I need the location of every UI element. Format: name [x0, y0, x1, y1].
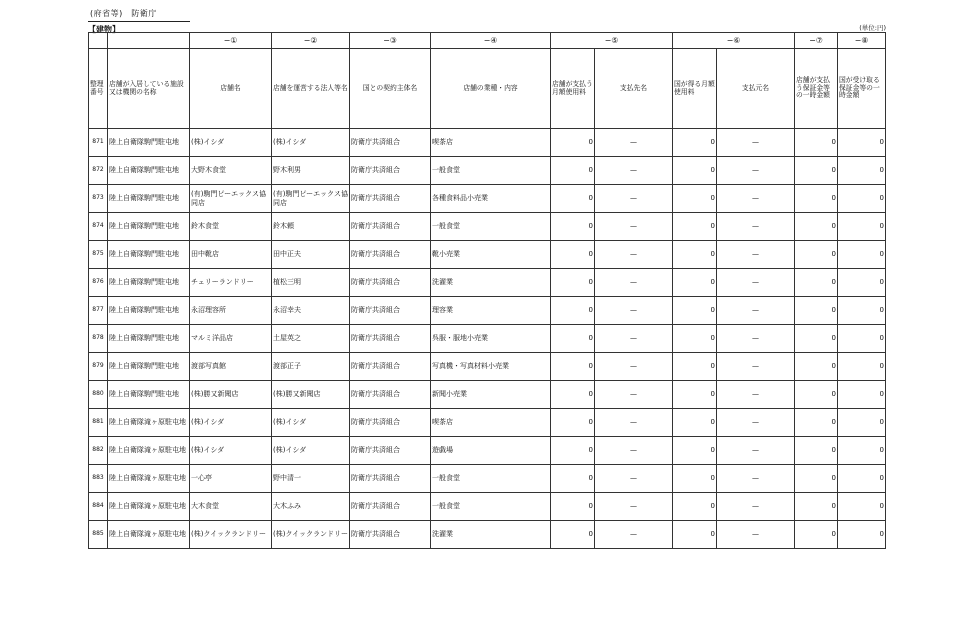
table-row: [89, 157, 886, 185]
row-payee: —: [595, 129, 673, 157]
row-facility: 陸上自衛隊駒門駐屯地: [108, 381, 190, 409]
row-payer: —: [717, 213, 795, 241]
row-business: 洗濯業: [431, 521, 551, 549]
row-number: 885: [89, 521, 108, 549]
row-payee: —: [595, 325, 673, 353]
row-payer: —: [717, 325, 795, 353]
row-facility: 陸上自衛隊駒門駐屯地: [108, 353, 190, 381]
row-contract: 防衛庁共済組合: [350, 381, 431, 409]
header-deposit-received: 国が受け取る保証金等の一時金額: [838, 49, 886, 129]
row-deposit-paid: 0: [795, 269, 838, 297]
ministry-underline: [88, 21, 190, 22]
row-store-name: 渡部写真館: [190, 353, 272, 381]
row-facility: 陸上自衛隊駒門駐屯地: [108, 157, 190, 185]
row-contract: 防衛庁共済組合: [350, 325, 431, 353]
group-number: −③: [350, 33, 431, 49]
row-number: 872: [89, 157, 108, 185]
row-store-name: 大木食堂: [190, 493, 272, 521]
row-facility: 陸上自衛隊滝ヶ原駐屯地: [108, 493, 190, 521]
row-operator: (有)駒門ピーエックス協同店: [272, 185, 350, 213]
row-operator: (株)勝又新聞店: [272, 381, 350, 409]
row-deposit-paid: 0: [795, 129, 838, 157]
row-deposit-paid: 0: [795, 521, 838, 549]
row-contract: 防衛庁共済組合: [350, 297, 431, 325]
row-operator: 土屋英之: [272, 325, 350, 353]
row-store-name: (株)クイックランドリー: [190, 521, 272, 549]
row-payee: —: [595, 437, 673, 465]
table-row: [89, 241, 886, 269]
row-contract: 防衛庁共済組合: [350, 437, 431, 465]
row-monthly-received: 0: [673, 297, 717, 325]
row-store-name: (有)駒門ピーエックス協同店: [190, 185, 272, 213]
row-contract: 防衛庁共済組合: [350, 129, 431, 157]
row-monthly-paid: 0: [551, 381, 595, 409]
row-deposit-paid: 0: [795, 325, 838, 353]
row-payee: —: [595, 353, 673, 381]
row-monthly-paid: 0: [551, 465, 595, 493]
row-business: 喫茶店: [431, 129, 551, 157]
row-business: 各種食料品小売業: [431, 185, 551, 213]
group-number: −⑥: [673, 33, 795, 49]
row-monthly-paid: 0: [551, 213, 595, 241]
row-payee: —: [595, 241, 673, 269]
row-monthly-received: 0: [673, 129, 717, 157]
row-number: 882: [89, 437, 108, 465]
row-operator: (株)クイックランドリー: [272, 521, 350, 549]
row-monthly-paid: 0: [551, 325, 595, 353]
table-row: [89, 381, 886, 409]
table-row: [89, 185, 886, 213]
row-monthly-received: 0: [673, 157, 717, 185]
row-monthly-received: 0: [673, 325, 717, 353]
row-operator: 大木ふみ: [272, 493, 350, 521]
row-monthly-paid: 0: [551, 241, 595, 269]
row-deposit-received: 0: [838, 185, 886, 213]
row-store-name: 大野木食堂: [190, 157, 272, 185]
row-business: 洗濯業: [431, 269, 551, 297]
row-number: 881: [89, 409, 108, 437]
row-contract: 防衛庁共済組合: [350, 409, 431, 437]
row-operator: (株)イシダ: [272, 437, 350, 465]
row-deposit-received: 0: [838, 213, 886, 241]
row-contract: 防衛庁共済組合: [350, 157, 431, 185]
row-payer: —: [717, 353, 795, 381]
row-monthly-paid: 0: [551, 157, 595, 185]
group-number: −⑦: [795, 33, 838, 49]
row-number: 874: [89, 213, 108, 241]
row-monthly-received: 0: [673, 521, 717, 549]
row-monthly-received: 0: [673, 409, 717, 437]
header-monthly-received: 国が得る月額使用料: [673, 49, 717, 129]
row-payer: —: [717, 157, 795, 185]
header-contract: 国との契約主体名: [350, 49, 431, 129]
row-business: 遊戯場: [431, 437, 551, 465]
row-deposit-received: 0: [838, 409, 886, 437]
row-operator: 鈴木頼: [272, 213, 350, 241]
row-facility: 陸上自衛隊滝ヶ原駐屯地: [108, 409, 190, 437]
row-number: 883: [89, 465, 108, 493]
row-payer: —: [717, 185, 795, 213]
table-row: [89, 465, 886, 493]
row-monthly-received: 0: [673, 353, 717, 381]
row-facility: 陸上自衛隊滝ヶ原駐屯地: [108, 521, 190, 549]
row-payee: —: [595, 521, 673, 549]
table-row: [89, 269, 886, 297]
row-operator: 田中正夫: [272, 241, 350, 269]
row-contract: 防衛庁共済組合: [350, 269, 431, 297]
row-payee: —: [595, 465, 673, 493]
row-deposit-received: 0: [838, 325, 886, 353]
row-number: 873: [89, 185, 108, 213]
row-deposit-received: 0: [838, 437, 886, 465]
row-monthly-paid: 0: [551, 521, 595, 549]
row-number: 877: [89, 297, 108, 325]
row-monthly-received: 0: [673, 241, 717, 269]
row-deposit-paid: 0: [795, 297, 838, 325]
row-payer: —: [717, 381, 795, 409]
row-deposit-paid: 0: [795, 157, 838, 185]
row-store-name: 鈴木食堂: [190, 213, 272, 241]
row-business: 一般食堂: [431, 493, 551, 521]
row-monthly-received: 0: [673, 269, 717, 297]
row-payer: —: [717, 297, 795, 325]
row-monthly-paid: 0: [551, 437, 595, 465]
row-store-name: (株)勝又新聞店: [190, 381, 272, 409]
row-payer: —: [717, 437, 795, 465]
row-payee: —: [595, 297, 673, 325]
row-monthly-paid: 0: [551, 409, 595, 437]
row-contract: 防衛庁共済組合: [350, 493, 431, 521]
row-monthly-paid: 0: [551, 129, 595, 157]
row-business: 一般食堂: [431, 213, 551, 241]
row-deposit-received: 0: [838, 297, 886, 325]
row-facility: 陸上自衛隊駒門駐屯地: [108, 129, 190, 157]
row-deposit-received: 0: [838, 353, 886, 381]
row-monthly-paid: 0: [551, 297, 595, 325]
row-facility: 陸上自衛隊滝ヶ原駐屯地: [108, 437, 190, 465]
row-facility: 陸上自衛隊駒門駐屯地: [108, 269, 190, 297]
row-deposit-paid: 0: [795, 381, 838, 409]
row-payee: —: [595, 269, 673, 297]
row-payee: —: [595, 157, 673, 185]
row-deposit-paid: 0: [795, 437, 838, 465]
table-body: [89, 129, 886, 549]
header-store: 店舗名: [190, 49, 272, 129]
table-row: [89, 521, 886, 549]
row-contract: 防衛庁共済組合: [350, 185, 431, 213]
row-payer: —: [717, 493, 795, 521]
group-number: −②: [272, 33, 350, 49]
row-business: 靴小売業: [431, 241, 551, 269]
row-deposit-received: 0: [838, 381, 886, 409]
row-facility: 陸上自衛隊駒門駐屯地: [108, 325, 190, 353]
row-number: 875: [89, 241, 108, 269]
table-row: [89, 213, 886, 241]
row-store-name: 永沼理容所: [190, 297, 272, 325]
group-number-row: [89, 33, 886, 49]
section-label: 【建物】: [88, 25, 120, 34]
row-deposit-received: 0: [838, 129, 886, 157]
row-contract: 防衛庁共済組合: [350, 521, 431, 549]
row-number: 876: [89, 269, 108, 297]
row-monthly-received: 0: [673, 381, 717, 409]
row-facility: 陸上自衛隊駒門駐屯地: [108, 185, 190, 213]
row-store-name: (株)イシダ: [190, 409, 272, 437]
store-table: [88, 32, 886, 549]
table-row: [89, 353, 886, 381]
row-monthly-received: 0: [673, 493, 717, 521]
row-facility: 陸上自衛隊駒門駐屯地: [108, 241, 190, 269]
row-payee: —: [595, 185, 673, 213]
table-row: [89, 437, 886, 465]
row-operator: 野中清一: [272, 465, 350, 493]
row-operator: 永沼幸夫: [272, 297, 350, 325]
row-operator: 野木利男: [272, 157, 350, 185]
row-operator: 渡部正子: [272, 353, 350, 381]
row-store-name: (株)イシダ: [190, 437, 272, 465]
row-payer: —: [717, 409, 795, 437]
row-deposit-paid: 0: [795, 241, 838, 269]
header-monthly-paid: 店舗が支払う月額使用料: [551, 49, 595, 129]
row-monthly-paid: 0: [551, 493, 595, 521]
row-business: 新聞小売業: [431, 381, 551, 409]
row-number: 880: [89, 381, 108, 409]
row-business: 喫茶店: [431, 409, 551, 437]
header-facility: 店舗が入居している施設又は機関の名称: [108, 49, 190, 129]
row-deposit-received: 0: [838, 241, 886, 269]
row-number: 878: [89, 325, 108, 353]
row-deposit-paid: 0: [795, 493, 838, 521]
column-header-row: [89, 49, 886, 129]
header-blank: [108, 33, 190, 49]
row-deposit-paid: 0: [795, 465, 838, 493]
group-number: −①: [190, 33, 272, 49]
row-deposit-paid: 0: [795, 185, 838, 213]
row-store-name: マルミ洋品店: [190, 325, 272, 353]
group-number: −⑤: [551, 33, 673, 49]
row-store-name: 一心亭: [190, 465, 272, 493]
row-store-name: (株)イシダ: [190, 129, 272, 157]
header-business: 店舗の業種・内容: [431, 49, 551, 129]
row-deposit-received: 0: [838, 493, 886, 521]
row-number: 871: [89, 129, 108, 157]
row-monthly-received: 0: [673, 437, 717, 465]
table-row: [89, 297, 886, 325]
row-contract: 防衛庁共済組合: [350, 465, 431, 493]
row-store-name: チェリーランドリー: [190, 269, 272, 297]
row-payer: —: [717, 129, 795, 157]
row-payer: —: [717, 241, 795, 269]
row-facility: 陸上自衛隊滝ヶ原駐屯地: [108, 465, 190, 493]
table-row: [89, 409, 886, 437]
row-payer: —: [717, 465, 795, 493]
row-monthly-paid: 0: [551, 269, 595, 297]
header-number: 整理番号: [89, 49, 108, 129]
row-business: 呉服・服地小売業: [431, 325, 551, 353]
row-payee: —: [595, 409, 673, 437]
row-monthly-received: 0: [673, 465, 717, 493]
table-row: [89, 493, 886, 521]
row-monthly-received: 0: [673, 185, 717, 213]
row-operator: (株)イシダ: [272, 129, 350, 157]
row-deposit-paid: 0: [795, 409, 838, 437]
header-blank: [89, 33, 108, 49]
row-operator: 植松三明: [272, 269, 350, 297]
row-store-name: 田中靴店: [190, 241, 272, 269]
row-facility: 陸上自衛隊駒門駐屯地: [108, 297, 190, 325]
row-contract: 防衛庁共済組合: [350, 241, 431, 269]
table-row: [89, 129, 886, 157]
row-payer: —: [717, 269, 795, 297]
row-operator: (株)イシダ: [272, 409, 350, 437]
header-deposit-paid: 店舗が支払う保証金等の一時金額: [795, 49, 838, 129]
row-deposit-received: 0: [838, 465, 886, 493]
row-business: 理容業: [431, 297, 551, 325]
row-payee: —: [595, 493, 673, 521]
row-deposit-received: 0: [838, 157, 886, 185]
row-monthly-paid: 0: [551, 353, 595, 381]
ministry-label: (府省等) 防衛庁: [90, 9, 157, 18]
row-monthly-paid: 0: [551, 185, 595, 213]
header-payer: 支払元名: [717, 49, 795, 129]
row-business: 一般食堂: [431, 157, 551, 185]
group-number: −④: [431, 33, 551, 49]
table-row: [89, 325, 886, 353]
row-deposit-received: 0: [838, 269, 886, 297]
row-business: 一般食堂: [431, 465, 551, 493]
row-monthly-received: 0: [673, 213, 717, 241]
group-number: −⑧: [838, 33, 886, 49]
row-facility: 陸上自衛隊駒門駐屯地: [108, 213, 190, 241]
row-contract: 防衛庁共済組合: [350, 353, 431, 381]
row-payer: —: [717, 521, 795, 549]
row-number: 879: [89, 353, 108, 381]
row-deposit-paid: 0: [795, 213, 838, 241]
row-deposit-received: 0: [838, 521, 886, 549]
row-business: 写真機・写真材料小売業: [431, 353, 551, 381]
row-number: 884: [89, 493, 108, 521]
unit-label: (単位:円): [859, 24, 886, 32]
row-payee: —: [595, 213, 673, 241]
row-payee: —: [595, 381, 673, 409]
row-contract: 防衛庁共済組合: [350, 213, 431, 241]
header-operator: 店舗を運営する法人等名: [272, 49, 350, 129]
header-payee: 支払先名: [595, 49, 673, 129]
row-deposit-paid: 0: [795, 353, 838, 381]
